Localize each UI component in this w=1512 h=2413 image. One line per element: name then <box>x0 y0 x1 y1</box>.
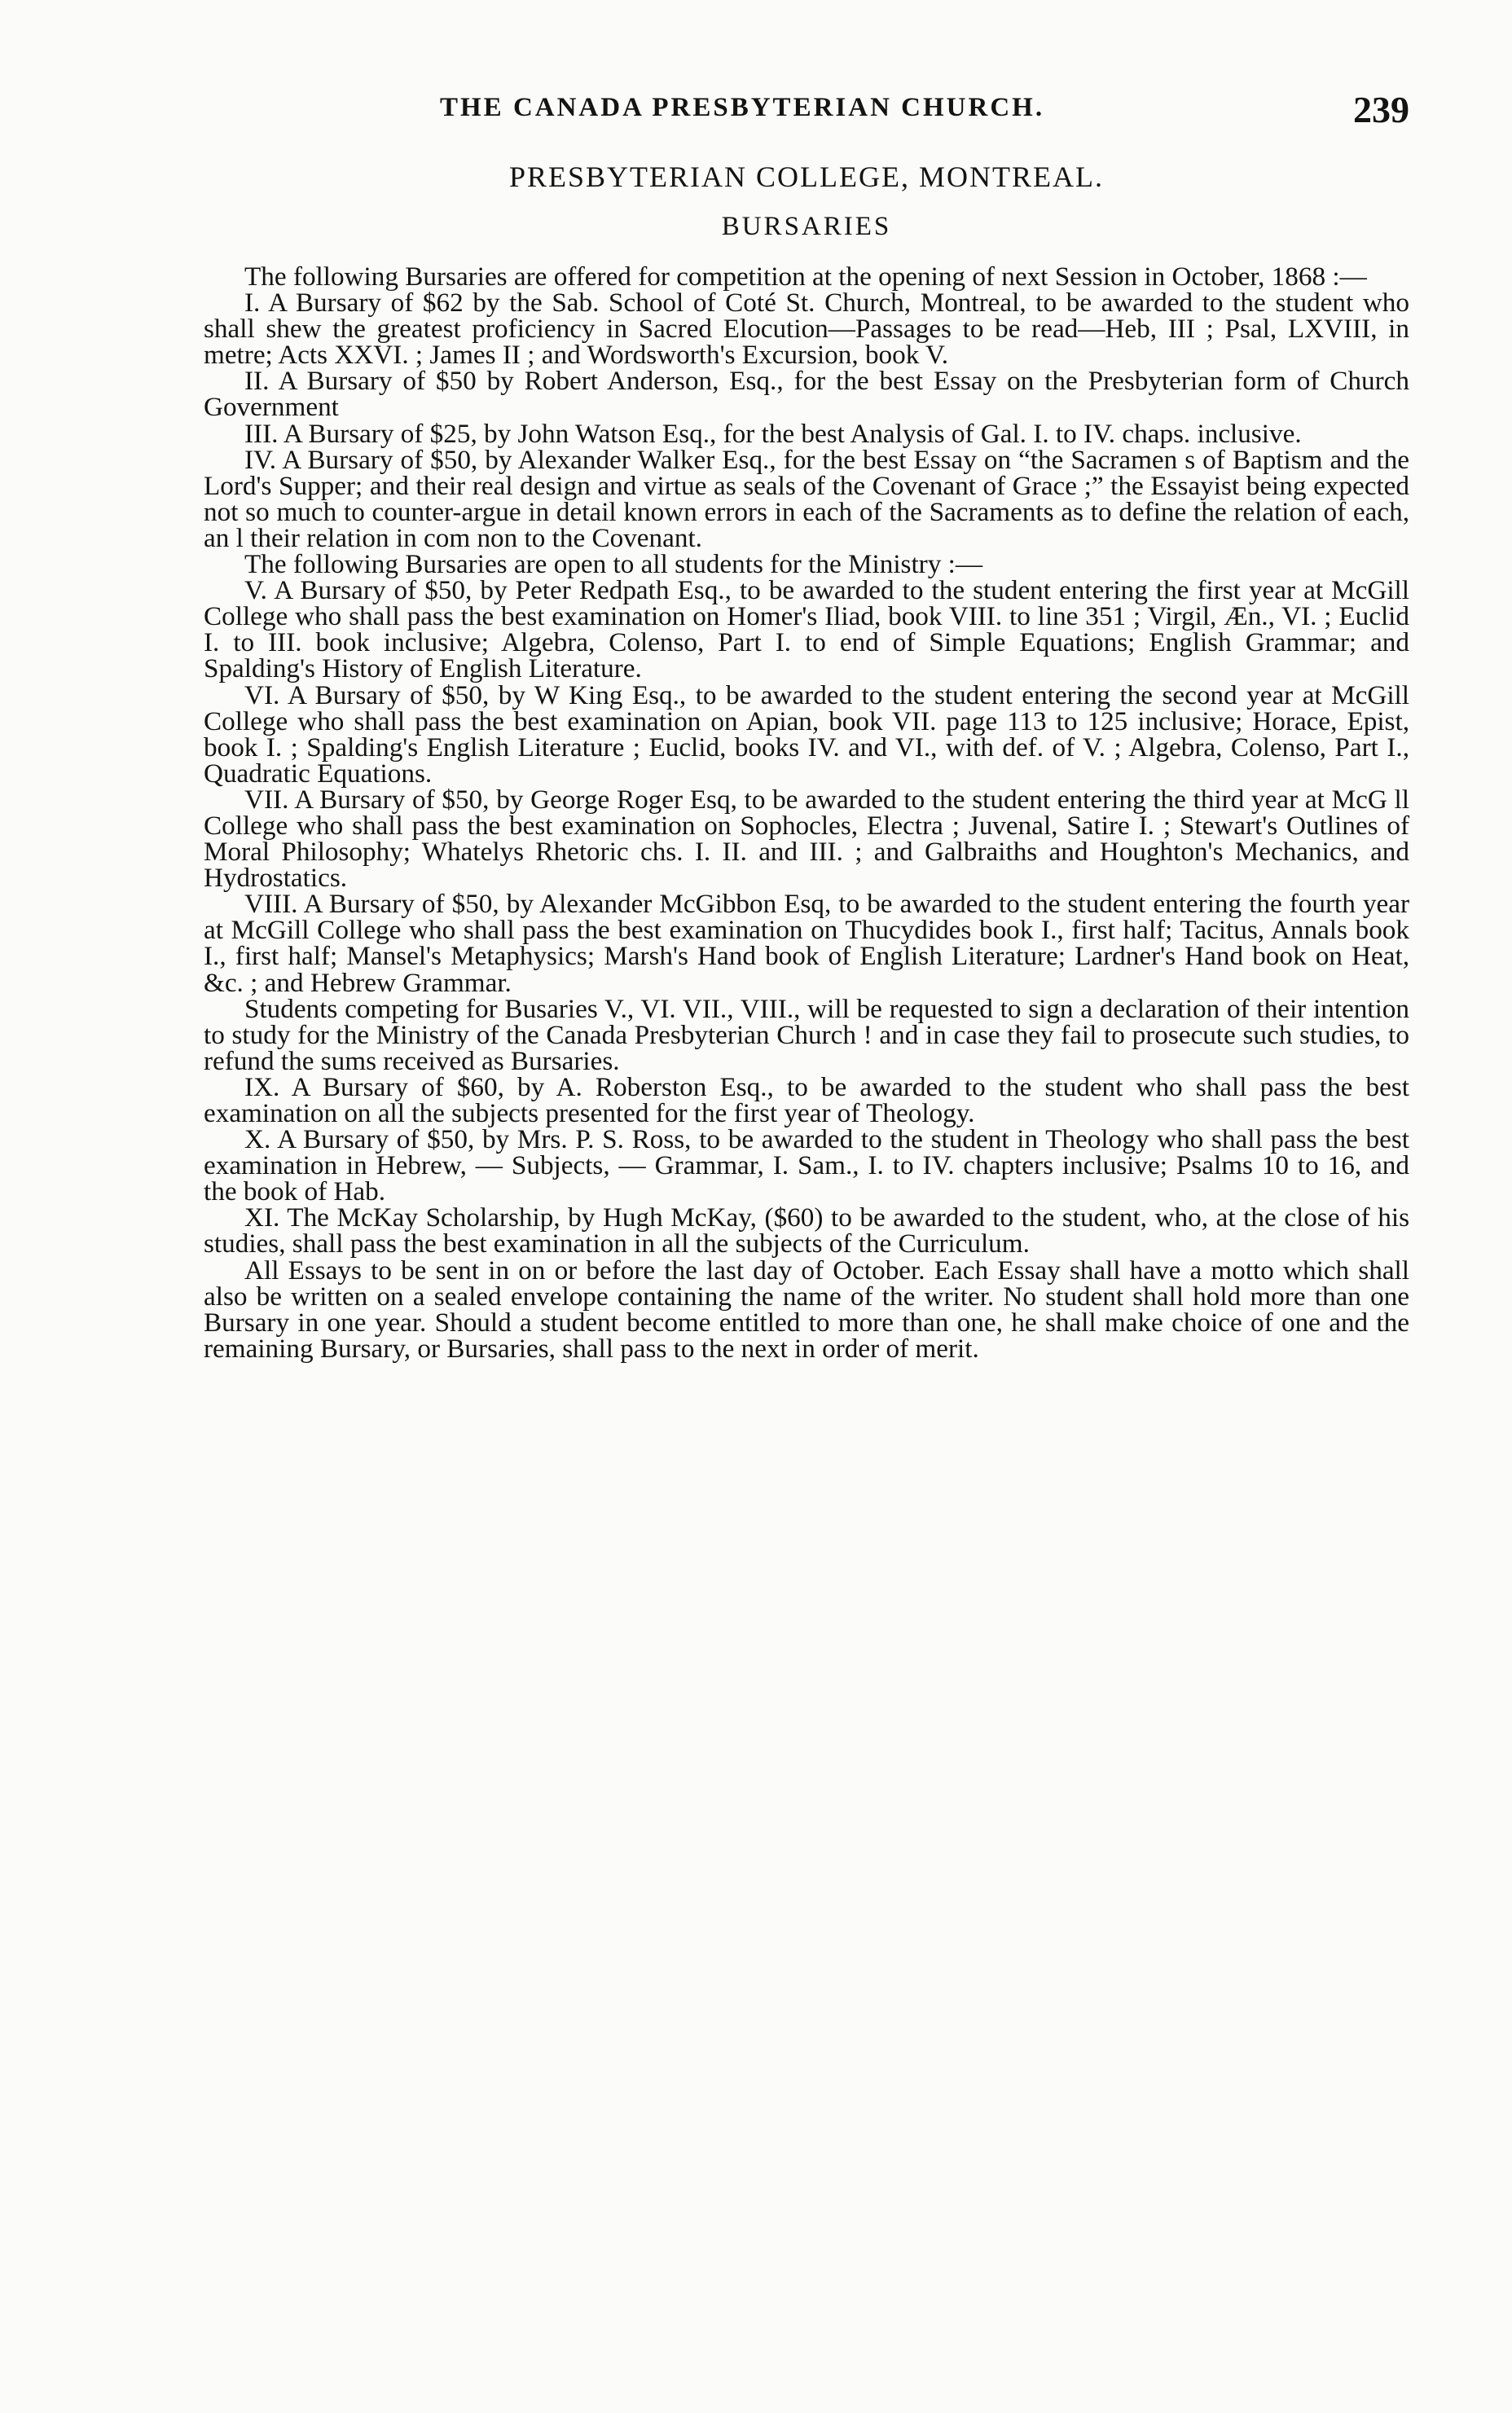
essay-rules-paragraph: All Essays to be sent in on or before the last day of October. Each Essay shall have a motto which shall also be written on a sealed envelope containing the name of the writer. No student shall hold more than one Bursary in one year. Should a student become entitled to more than one, he shall make choice of one and the remaining Bursary, or Bursaries, shall pass to the next in order of merit. <box>204 1255 1409 1364</box>
bursary-ii-paragraph: II. A Bursary of $50 by Robert Anderson, Esq., for the best Essay on the Presbyterian form of Church Government <box>204 366 1409 423</box>
bursary-x-paragraph: X. A Bursary of $50, by Mrs. P. S. Ross, to be awarded to the student in Theology who shall pass the best examination in Hebrew, — Subjects, — Grammar, I. Sam., I. to IV. chapters inclusive; Psalms 10 to 16, and the book of Hab. <box>204 1124 1409 1207</box>
ministry-bursaries-note: The following Bursaries are open to all students for the Ministry :— <box>244 549 983 580</box>
bursary-viii-paragraph: VIII. A Bursary of $50, by Alexander McGibbon Esq, to be awarded to the student entering the fourth year at McGill College who shall pass the best examination on Thucydides book I., first half; Tacitus, Annals book I., first half; Mansel's Metaphysics; Marsh's Hand book of English Literature; Lardner's Hand book on Heat, &c. ; and Hebrew Grammar. <box>204 889 1409 998</box>
bursary-iv-paragraph: IV. A Bursary of $50, by Alexander Walker Esq., for the best Essay on “the Sacramen s of Baptism and the Lord's Supper; and their real design and virtue as seals of the Covenant of Grace ;” the Essayist being expected not so much to counter-argue in detail known errors in each of the Sacraments as to define the relation of each, an l their relation in com non to the Covenant. <box>204 444 1409 553</box>
scholarship-xi-paragraph: XI. The McKay Scholarship, by Hugh McKay, ($60) to be awarded to the student, who, at the close of his studies, shall pass the best examination in all the subjects of the Curriculum. <box>204 1202 1409 1259</box>
body-text <box>204 264 1409 1362</box>
bursary-i-paragraph: I. A Bursary of $62 by the Sab. School of Coté St. Church, Montreal, to be awarded to the student who shall shew the greatest proficiency in Sacred Elocution—Passages to be read—Heb, III ; Psal, LXVIII, in metre; Acts XXVI. ; James II ; and Wordsworth's Excursion, book V. <box>204 288 1409 371</box>
bursary-vii-paragraph: VII. A Bursary of $50, by George Roger Esq, to be awarded to the student entering the third year at McG ll College who shall pass the best examination on Sophocles, Electra ; Juvenal, Satire I. ; Stewart's Outlines of Moral Philosophy; Whatelys Rhetoric chs. I. II. and III. ; and Galbraiths and Houghton's Mechanics, and Hydrostatics. <box>204 784 1409 894</box>
bursary-v-paragraph: V. A Bursary of $50, by Peter Redpath Esq., to be awarded to the student entering the first year at McGill College who shall pass the best examination on Homer's Iliad, book VIII. to line 351 ; Virgil, Æn., VI. ; Euclid I. to III. book inclusive; Algebra, Colenso, Part I. to end of Simple Equations; English Grammar; and Spalding's History of English Literature. <box>204 575 1409 684</box>
ministry-declaration-paragraph: Students competing for Busaries V., VI. VII., VIII., will be requested to sign a declaration of their intention to study for the Ministry of the Canada Presbyterian Church ! and in case they fail to prosecute such studies, to refund the sums received as Bursaries. <box>204 993 1409 1076</box>
section-heading: BURSARIES <box>721 212 892 241</box>
page-number: 239 <box>1353 89 1409 130</box>
bursary-vi-paragraph: VI. A Bursary of $50, by W King Esq., to be awarded to the student entering the second year at McGill College who shall pass the best examination on Apian, book VII. page 113 to 125 inclusive; Horace, Epist, book I. ; Spalding's English Literature ; Euclid, books IV. and VI., with def. of V. ; Algebra, Colenso, Part I., Quadratic Equations. <box>204 679 1409 789</box>
running-header <box>204 88 1409 137</box>
running-title: THE CANADA PRESBYTERIAN CHURCH. <box>440 93 1045 122</box>
page-title: PRESBYTERIAN COLLEGE, MONTREAL. <box>509 160 1104 193</box>
intro-paragraph: The following Bursaries are offered for competition at the opening of next Session in October, 1868 :— <box>244 262 1367 292</box>
bursary-iii-paragraph: III. A Bursary of $25, by John Watson Esq., for the best Analysis of Gal. I. to IV. chaps. inclusive. <box>244 418 1302 449</box>
bursary-ix-paragraph: IX. A Bursary of $60, by A. Roberston Esq., to be awarded to the student who shall pass the best examination on all the subjects presented for the first year of Theology. <box>204 1071 1409 1128</box>
